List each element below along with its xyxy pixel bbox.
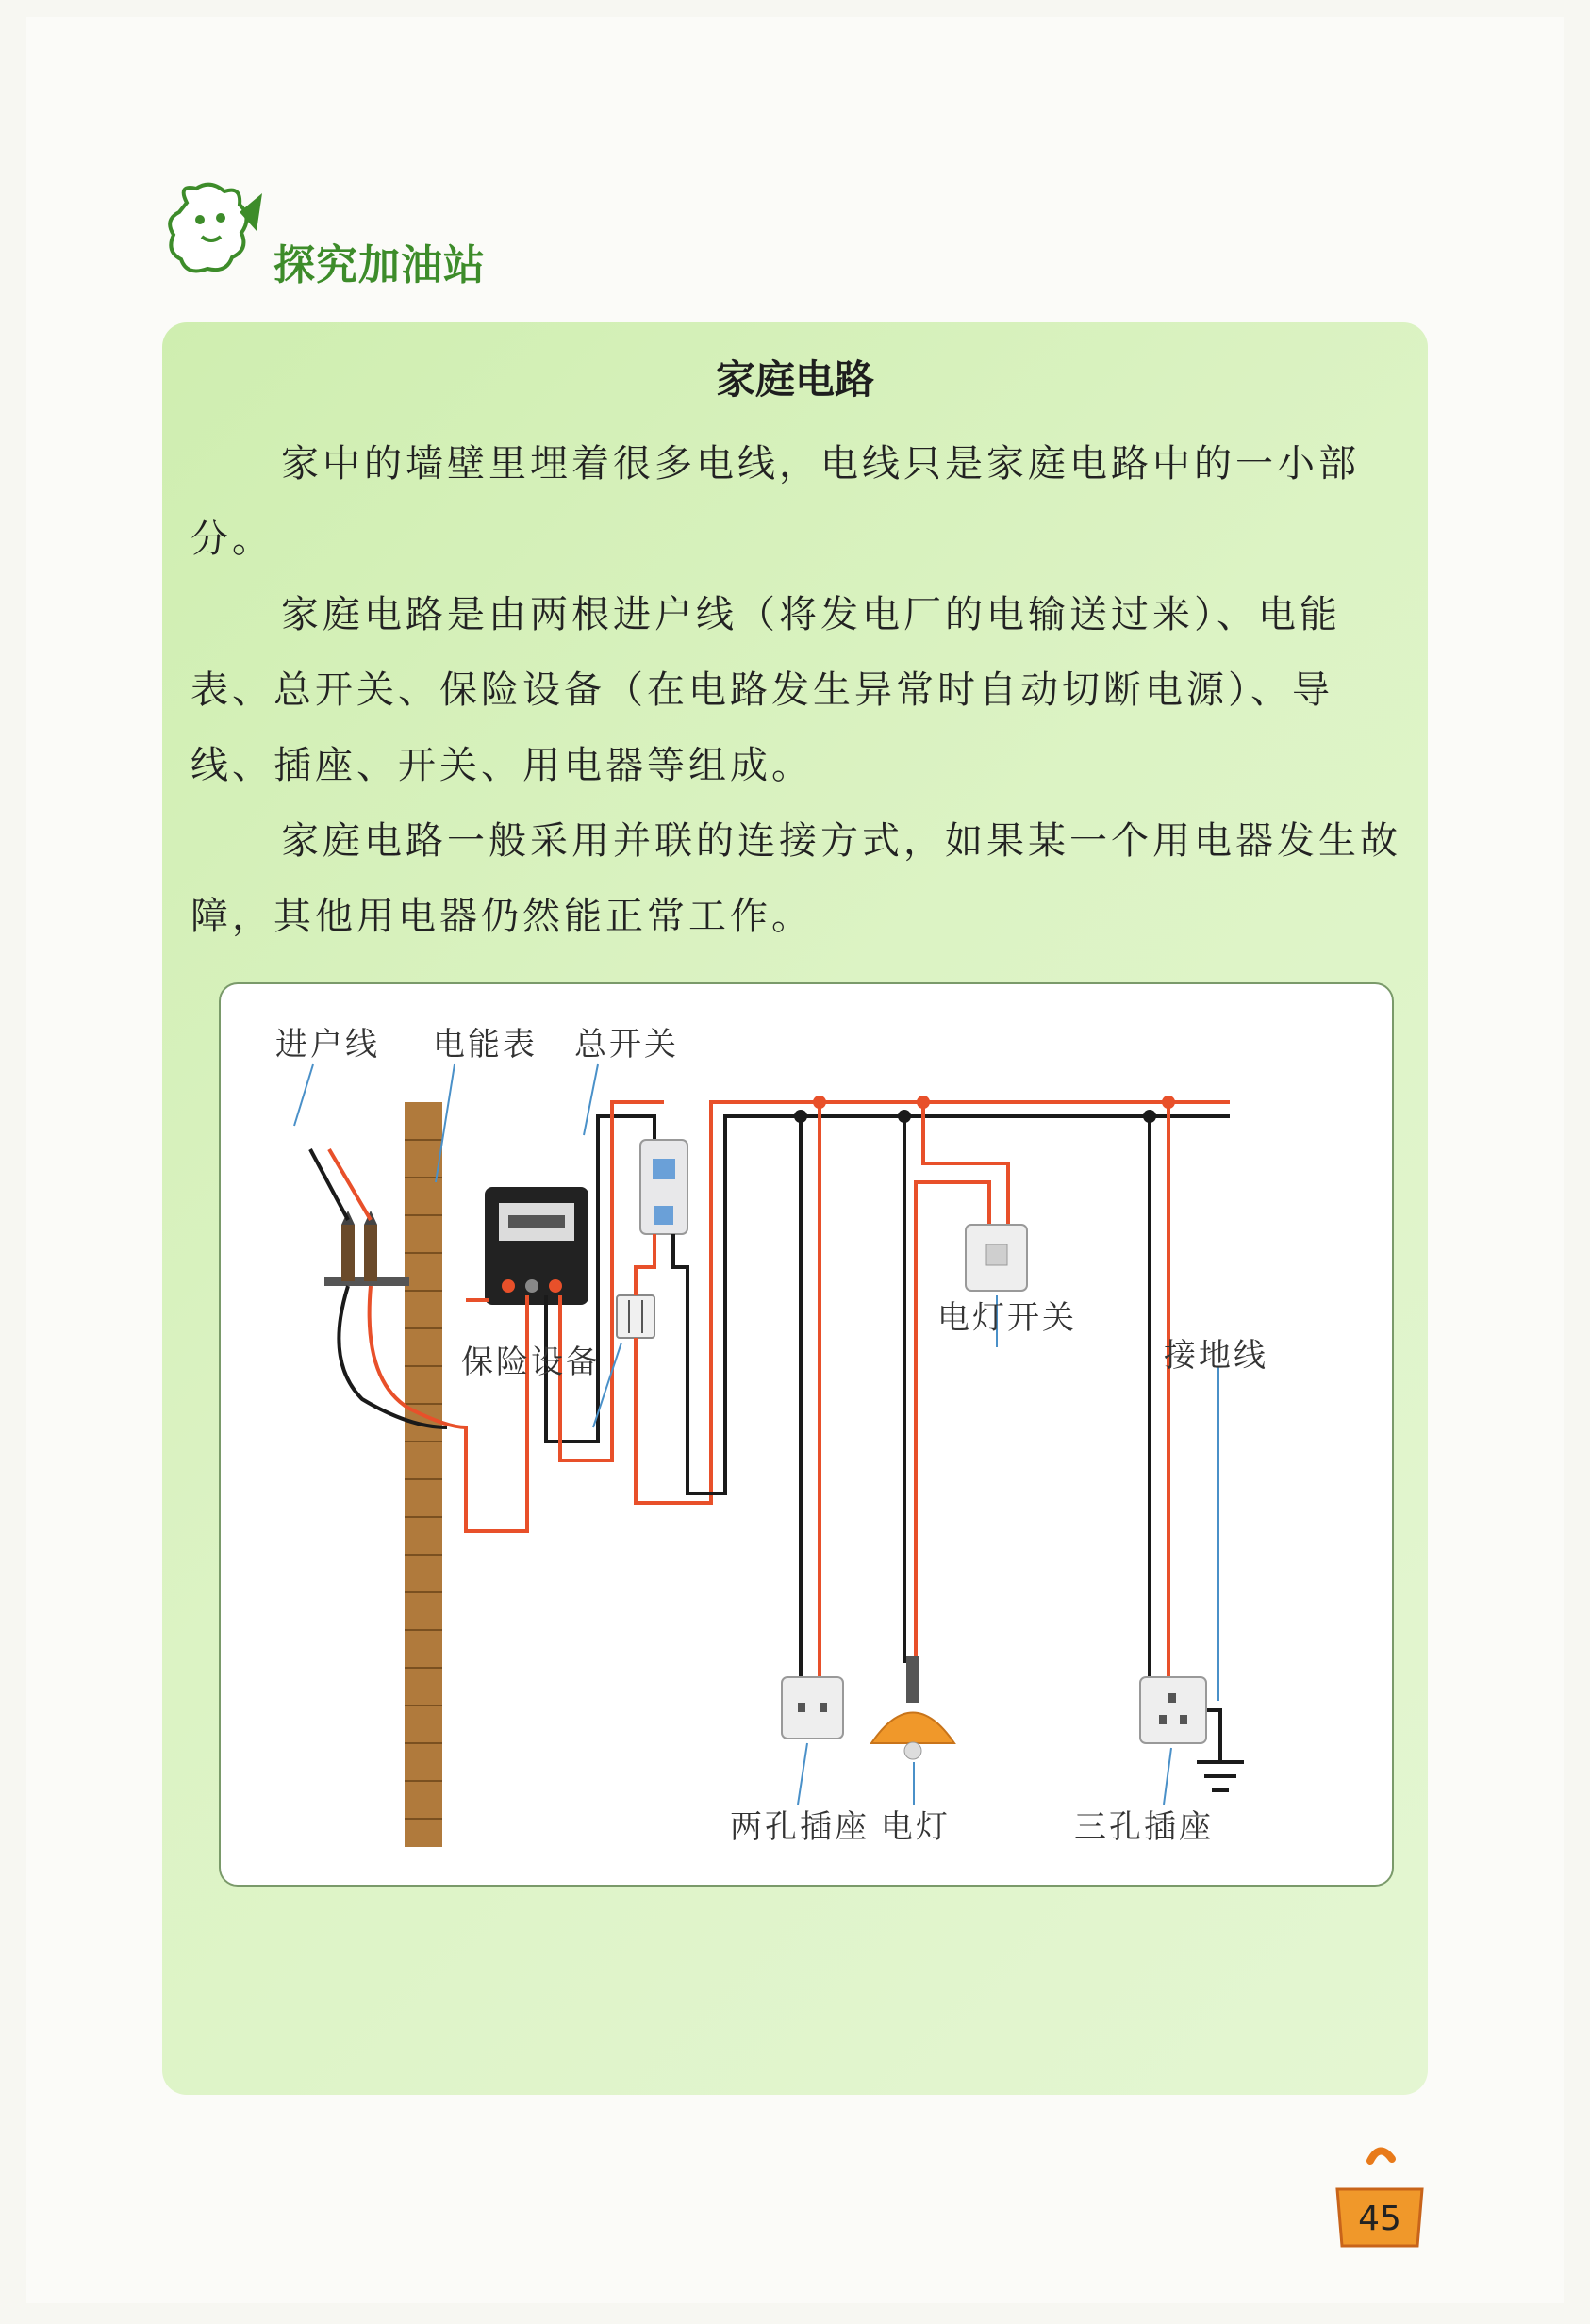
mascot-icon bbox=[158, 174, 272, 288]
paragraph-2: 家庭电路是由两根进户线（将发电厂的电输送过来）、电能表、总开关、保险设备（在电路发生异常时自动切断电源）、导线、插座、开关、用电器等组成。 bbox=[190, 593, 1341, 787]
content-panel bbox=[162, 322, 1428, 2095]
bus-junctions bbox=[794, 1096, 1175, 1123]
household-circuit-diagram bbox=[219, 982, 1394, 1887]
lamp bbox=[871, 1656, 954, 1759]
label-energy-meter: 电能表 bbox=[433, 1026, 538, 1063]
article-title: 家庭电路 bbox=[715, 356, 874, 403]
label-main-switch: 总开关 bbox=[574, 1026, 679, 1063]
ground-symbol-icon bbox=[1197, 1762, 1244, 1790]
utility-pole bbox=[324, 1102, 442, 1847]
label-ground-wire: 接地线 bbox=[1164, 1337, 1268, 1375]
label-lamp: 电灯 bbox=[881, 1808, 951, 1846]
page-number-badge bbox=[1318, 2133, 1441, 2255]
section-title: 探究加油站 bbox=[273, 241, 486, 289]
energy-meter bbox=[485, 1187, 588, 1305]
two-hole-socket bbox=[782, 1677, 843, 1739]
label-three-hole-socket: 三孔插座 bbox=[1074, 1808, 1214, 1846]
label-two-hole-socket: 两孔插座 bbox=[730, 1808, 870, 1846]
main-switch bbox=[640, 1140, 687, 1234]
paragraph-1: 家中的墙壁里埋着很多电线，电线只是家庭电路中的一小部分。 bbox=[190, 442, 1360, 561]
label-light-switch: 电灯开关 bbox=[937, 1299, 1077, 1337]
label-fuse: 保险设备 bbox=[461, 1343, 601, 1381]
label-service-wire: 进户线 bbox=[275, 1026, 380, 1063]
fuse-device bbox=[617, 1295, 654, 1338]
light-switch bbox=[966, 1225, 1027, 1291]
three-hole-socket bbox=[1140, 1677, 1206, 1743]
page-number: 45 bbox=[1358, 2200, 1401, 2238]
paragraph-3: 家庭电路一般采用并联的连接方式，如果某一个用电器发生故障，其他用电器仍然能正常工作。 bbox=[190, 819, 1401, 938]
